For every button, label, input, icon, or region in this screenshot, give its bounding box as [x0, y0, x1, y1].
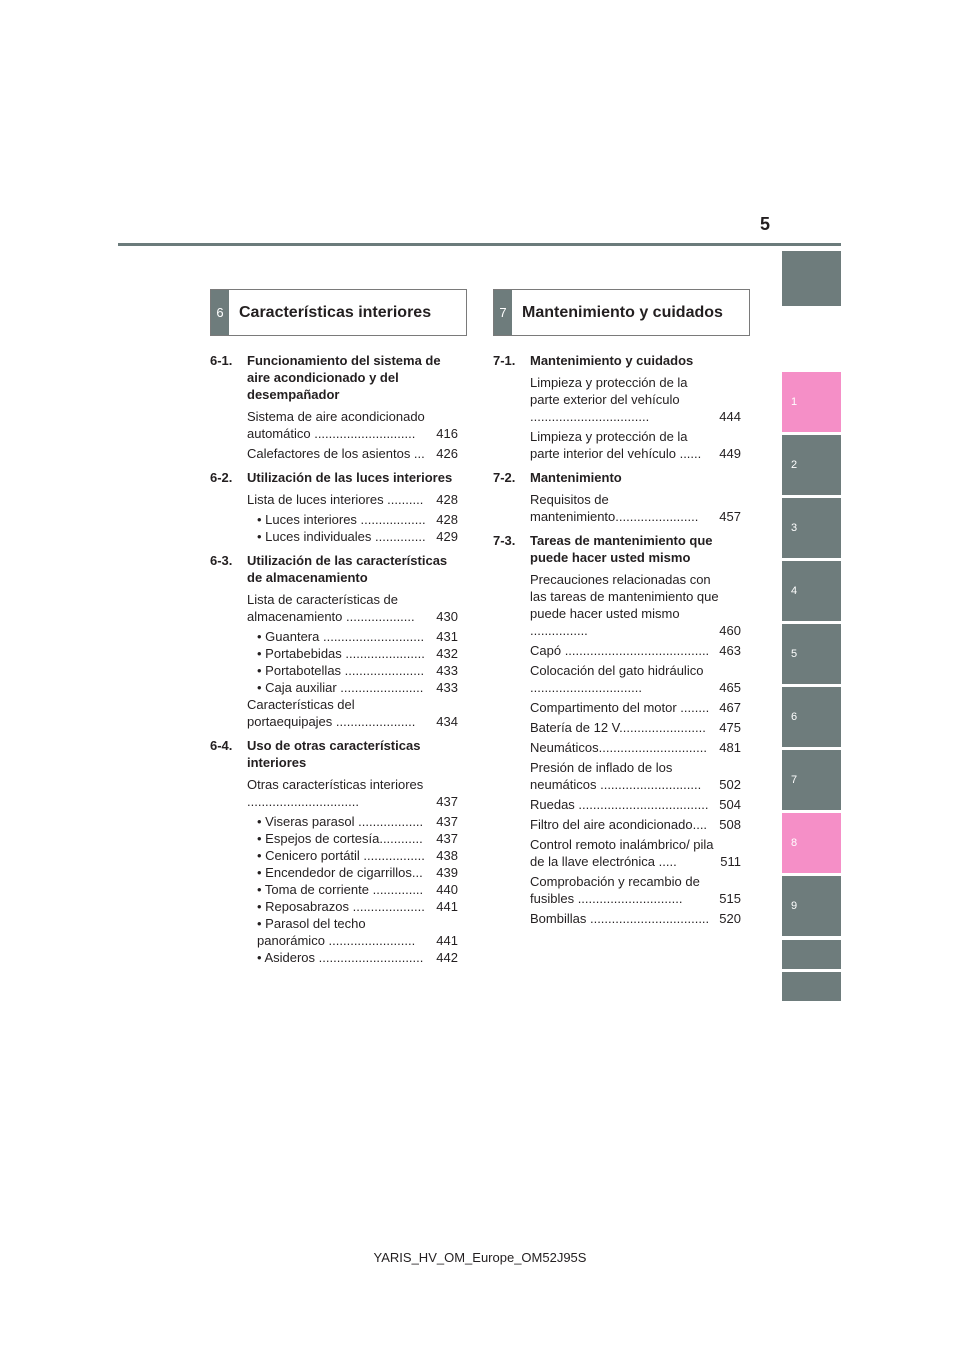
toc-entry[interactable] — [530, 910, 741, 927]
entry-text: • Reposabrazos .................... — [257, 899, 425, 914]
entry-text: • Parasol del techo panorámico ........................ — [257, 916, 416, 948]
entry-page: 508 — [719, 817, 741, 832]
subsection-title: Utilización de las luces interiores — [247, 470, 453, 485]
toc-entry[interactable] — [530, 374, 741, 425]
subsection-number: 6-2. — [210, 470, 233, 485]
entry-page: 444 — [719, 409, 741, 424]
entry-text: • Cenicero portátil ................. — [257, 848, 425, 863]
toc-bullet-entry[interactable] — [257, 528, 458, 545]
entry-text: • Caja auxiliar ....................... — [257, 680, 424, 695]
section-number: 7 — [494, 290, 512, 335]
entry-text: Neumáticos.............................. — [530, 740, 707, 755]
entry-page: 441 — [436, 933, 458, 948]
entry-page: 515 — [719, 891, 741, 906]
entry-page: 465 — [719, 680, 741, 695]
entry-page: 416 — [436, 426, 458, 441]
toc-bullet-entry[interactable] — [257, 915, 458, 949]
subsection-number: 7-1. — [493, 353, 516, 368]
entry-text: Comprobación y recambio de fusibles ............................. — [530, 874, 700, 906]
entry-text: Presión de inflado de los neumáticos ............................ — [530, 760, 702, 792]
entry-page: 429 — [436, 529, 458, 544]
entry-text: • Toma de corriente .............. — [257, 882, 424, 897]
toc-entry[interactable] — [530, 816, 741, 833]
chapter-tab[interactable]: 6 — [782, 687, 841, 747]
toc-entry[interactable] — [530, 836, 741, 870]
document-footer: YARIS_HV_OM_Europe_OM52J95S — [373, 1250, 587, 1265]
entry-page: 502 — [719, 777, 741, 792]
subsection-title: Uso de otras características interiores — [247, 738, 421, 770]
page-number: 5 — [760, 214, 771, 234]
subsection-title: Tareas de mantenimiento que puede hacer usted mismo — [530, 533, 713, 565]
entry-page: 426 — [436, 446, 458, 461]
entry-page: 457 — [719, 509, 741, 524]
entry-text: • Guantera ............................ — [257, 629, 425, 644]
toc-bullet-entry[interactable] — [257, 679, 458, 696]
toc-entry[interactable] — [530, 491, 741, 525]
toc-entry[interactable] — [530, 759, 741, 793]
entry-text: Ruedas .................................... — [530, 797, 709, 812]
entry-page: 428 — [436, 492, 458, 507]
entry-page: 442 — [436, 950, 458, 965]
entry-text: • Portabebidas ...................... — [257, 646, 425, 661]
toc-column-left — [210, 352, 458, 973]
entry-page: 460 — [719, 623, 741, 638]
entry-page: 467 — [719, 700, 741, 715]
entry-text: Limpieza y protección de la parte exterior del vehículo ................................. — [530, 375, 688, 424]
toc-entry[interactable] — [247, 491, 458, 508]
subsection-title: Funcionamiento del sistema de aire acondicionado y del desempañador — [247, 353, 441, 402]
section-6-header — [210, 289, 467, 336]
entry-text: Batería de 12 V........................ — [530, 720, 706, 735]
entry-text: Filtro del aire acondicionado.... — [530, 817, 708, 832]
subsection-title: Utilización de las características de almacenamiento — [247, 553, 448, 585]
entry-page: 431 — [436, 629, 458, 644]
section-number: 6 — [211, 290, 229, 335]
toc-subsection[interactable] — [210, 737, 458, 771]
subsection-number: 6-3. — [210, 553, 233, 568]
subsection-number: 6-1. — [210, 353, 233, 368]
section-title: Características interiores — [239, 303, 432, 321]
entry-page: 432 — [436, 646, 458, 661]
entry-text: Requisitos de mantenimiento....................... — [530, 492, 699, 524]
entry-text: • Encendedor de cigarrillos... — [257, 865, 423, 880]
toc-entry[interactable] — [247, 591, 458, 625]
toc-bullet-entry[interactable] — [257, 511, 458, 528]
toc-bullet-entry[interactable] — [257, 662, 458, 679]
entry-text: Bombillas ................................. — [530, 911, 710, 926]
toc-bullet-entry[interactable] — [257, 847, 458, 864]
toc-bullet-entry[interactable] — [257, 864, 458, 881]
entry-text: • Portabotellas ...................... — [257, 663, 425, 678]
toc-entry[interactable] — [530, 428, 741, 462]
entry-text: • Viseras parasol .................. — [257, 814, 424, 829]
section-7-header — [493, 289, 750, 336]
chapter-tab[interactable]: 2 — [782, 435, 841, 495]
chapter-tab[interactable]: 4 — [782, 561, 841, 621]
toc-bullet-entry[interactable] — [257, 949, 458, 966]
entry-text: Limpieza y protección de la parte interior del vehículo ...... — [530, 429, 702, 461]
entry-page: 430 — [436, 609, 458, 624]
entry-text: • Espejos de cortesía............ — [257, 831, 423, 846]
toc-entry[interactable] — [530, 873, 741, 907]
toc-bullet-entry[interactable] — [257, 898, 458, 915]
entry-text: Control remoto inalámbrico/ pila de la llave electrónica ..... — [530, 837, 714, 869]
toc-bullet-entry[interactable] — [257, 813, 458, 830]
entry-page: 437 — [436, 794, 458, 809]
toc-bullet-entry[interactable] — [257, 881, 458, 898]
entry-page: 440 — [436, 882, 458, 897]
toc-entry[interactable] — [530, 699, 741, 716]
toc-bullet-entry[interactable] — [257, 830, 458, 847]
entry-page: 433 — [436, 663, 458, 678]
chapter-tab[interactable]: 5 — [782, 624, 841, 684]
entry-text: • Luces interiores .................. — [257, 512, 426, 527]
entry-text: • Asideros ............................. — [257, 950, 424, 965]
entry-text: Precauciones relacionadas con las tareas de mantenimiento que puede hacer usted mismo ................ — [530, 572, 719, 638]
toc-entry[interactable] — [530, 642, 741, 659]
header-rule — [118, 243, 841, 246]
entry-text: Lista de luces interiores .......... — [247, 492, 424, 507]
chapter-tab[interactable]: 3 — [782, 498, 841, 558]
toc-bullet-entry[interactable] — [257, 628, 458, 645]
subsection-title: Mantenimiento y cuidados — [530, 353, 694, 368]
chapter-tab[interactable]: 8 — [782, 813, 841, 873]
entry-page: 441 — [436, 899, 458, 914]
entry-page: 504 — [719, 797, 741, 812]
chapter-tab[interactable] — [782, 972, 841, 1001]
entry-page: 434 — [436, 714, 458, 729]
chapter-tab[interactable] — [782, 251, 841, 306]
toc-entry[interactable] — [247, 408, 458, 442]
toc-entry[interactable] — [530, 739, 741, 756]
toc-entry[interactable] — [530, 662, 741, 696]
entry-page: 475 — [719, 720, 741, 735]
entry-text: Sistema de aire acondicionado automático ............................ — [247, 409, 425, 441]
entry-text: • Luces individuales .............. — [257, 529, 426, 544]
toc-subsection[interactable] — [210, 552, 458, 586]
entry-text: Características del portaequipajes ...................... — [247, 697, 416, 729]
toc-entry[interactable] — [530, 719, 741, 736]
entry-page: 437 — [436, 814, 458, 829]
entry-text: Compartimento del motor ........ — [530, 700, 710, 715]
chapter-tab[interactable]: 1 — [782, 372, 841, 432]
entry-page: 520 — [719, 911, 741, 926]
toc-subsection[interactable] — [493, 469, 741, 486]
subsection-number: 7-2. — [493, 470, 516, 485]
entry-page: 449 — [719, 446, 741, 461]
chapter-tab[interactable]: 7 — [782, 750, 841, 810]
entry-text: Lista de características de almacenamiento ................... — [247, 592, 415, 624]
entry-page: 428 — [436, 512, 458, 527]
toc-subsection[interactable] — [210, 352, 458, 403]
subsection-number: 6-4. — [210, 738, 233, 753]
toc-entry[interactable] — [530, 796, 741, 813]
entry-page: 438 — [436, 848, 458, 863]
toc-bullet-entry[interactable] — [257, 645, 458, 662]
entry-text: Otras características interiores ............................... — [247, 777, 424, 809]
toc-entry[interactable] — [530, 571, 741, 639]
entry-text: Capó ........................................ — [530, 643, 710, 658]
entry-text: Colocación del gato hidráulico ............................... — [530, 663, 704, 695]
section-title: Mantenimiento y cuidados — [522, 303, 723, 321]
chapter-tab[interactable]: 9 — [782, 876, 841, 936]
entry-page: 437 — [436, 831, 458, 846]
toc-entry[interactable] — [247, 445, 458, 462]
toc-entry[interactable] — [247, 776, 458, 810]
entry-text: Calefactores de los asientos ... — [247, 446, 425, 461]
chapter-tab[interactable] — [782, 940, 841, 969]
subsection-number: 7-3. — [493, 533, 516, 548]
entry-page: 433 — [436, 680, 458, 695]
entry-page: 439 — [436, 865, 458, 880]
toc-subsection[interactable] — [493, 532, 741, 566]
toc-entry[interactable] — [247, 696, 458, 730]
subsection-title: Mantenimiento — [530, 470, 622, 485]
toc-column-right — [493, 352, 741, 934]
entry-page: 511 — [720, 854, 741, 869]
entry-page: 463 — [719, 643, 741, 658]
entry-page: 481 — [719, 740, 741, 755]
toc-subsection[interactable] — [210, 469, 458, 486]
toc-subsection[interactable] — [493, 352, 741, 369]
